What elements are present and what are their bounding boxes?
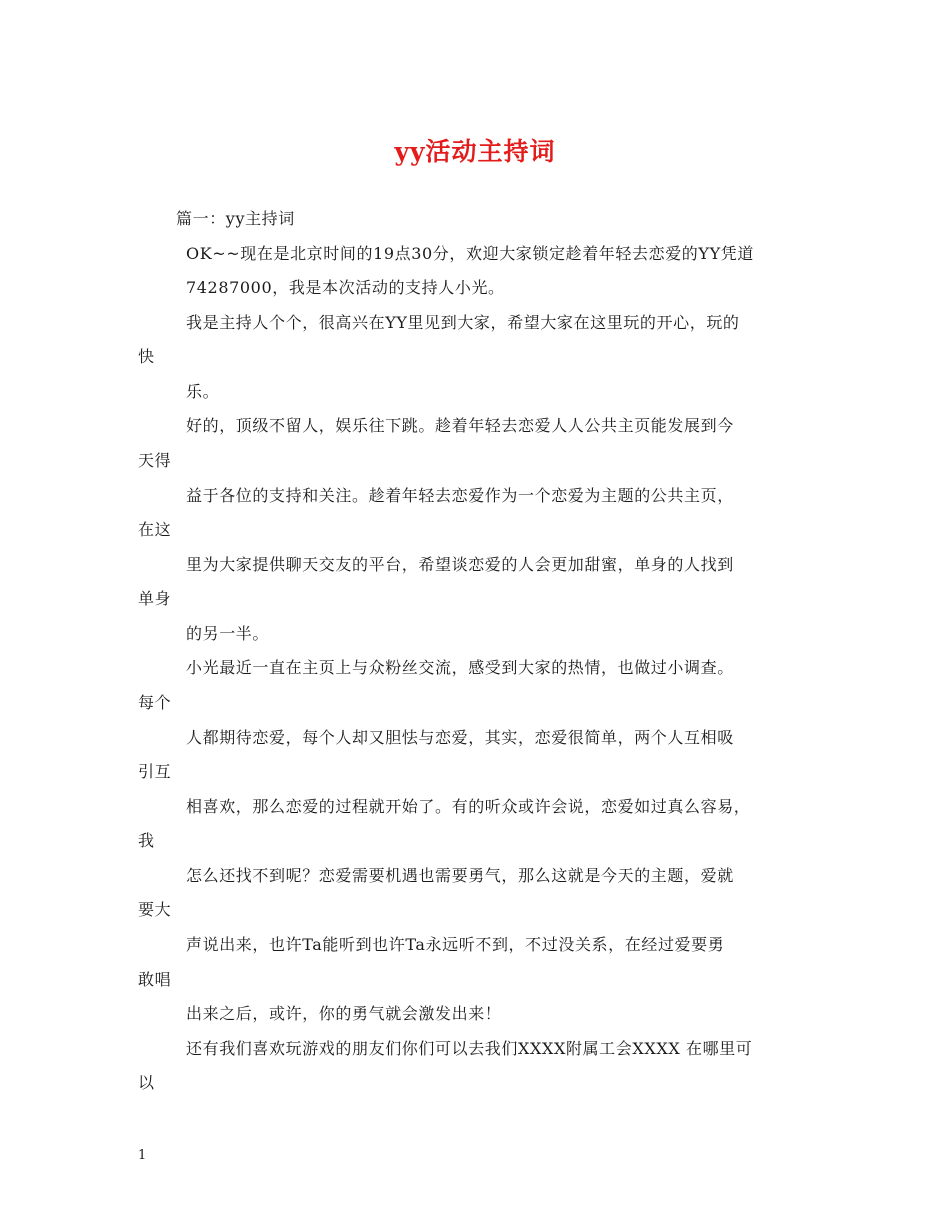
text-line: 出来之后，或许，你的勇气就会激发出来！ bbox=[186, 1004, 502, 1023]
document-title: yy活动主持词 bbox=[394, 137, 556, 166]
page-number: 1 bbox=[138, 1148, 147, 1163]
text-line-wrap: 在这 bbox=[138, 520, 172, 539]
section-heading: 篇一：yy主持词 bbox=[176, 209, 295, 228]
text-line: 里为大家提供聊天交友的平台，希望谈恋爱的人会更加甜蜜，单身的人找到 bbox=[186, 555, 734, 574]
text-line-wrap: 我 bbox=[138, 831, 155, 850]
text-line: 声说出来，也许Ta能听到也许Ta永远听不到，不过没关系，在经过爱要勇 bbox=[186, 935, 725, 954]
text-line: 好的，顶级不留人，娱乐往下跳。趁着年轻去恋爱人人公共主页能发展到今 bbox=[186, 416, 734, 435]
text-line-wrap: 天得 bbox=[138, 451, 172, 470]
text-line: 乐。 bbox=[186, 382, 220, 401]
text-line-wrap: 以 bbox=[138, 1073, 155, 1092]
text-line-wrap: 每个 bbox=[138, 693, 172, 712]
text-line: 益于各位的支持和关注。趁着年轻去恋爱作为一个恋爱为主题的公共主页， bbox=[186, 486, 734, 505]
text-line-wrap: 快 bbox=[138, 347, 155, 366]
text-line: 人都期待恋爱，每个人却又胆怯与恋爱，其实，恋爱很简单，两个人互相吸 bbox=[186, 728, 734, 747]
text-line-wrap: 要大 bbox=[138, 900, 172, 919]
text-line: 我是主持人个个，很高兴在YY里见到大家，希望大家在这里玩的开心，玩的 bbox=[186, 313, 740, 332]
text-line: 的另一半。 bbox=[186, 624, 270, 643]
text-line-wrap: 敢唱 bbox=[138, 970, 172, 989]
text-line: 还有我们喜欢玩游戏的朋友们你们可以去我们XXXX附属工会XXXX 在哪里可 bbox=[186, 1039, 753, 1058]
text-line-wrap: 单身 bbox=[138, 589, 172, 608]
text-line: 怎么还找不到呢？恋爱需要机遇也需要勇气，那么这就是今天的主题，爱就 bbox=[186, 866, 734, 885]
text-line: 小光最近一直在主页上与众粉丝交流，感受到大家的热情，也做过小调查。 bbox=[186, 658, 734, 677]
text-line-wrap: 引互 bbox=[138, 762, 172, 781]
text-line: 相喜欢，那么恋爱的过程就开始了。有的听众或许会说，恋爱如过真么容易， bbox=[186, 797, 751, 816]
text-line: OK~~现在是北京时间的19点30分，欢迎大家锁定趁着年轻去恋爱的YY凭道 bbox=[186, 244, 754, 263]
text-line: 74287000，我是本次活动的支持人小光。 bbox=[186, 278, 505, 297]
